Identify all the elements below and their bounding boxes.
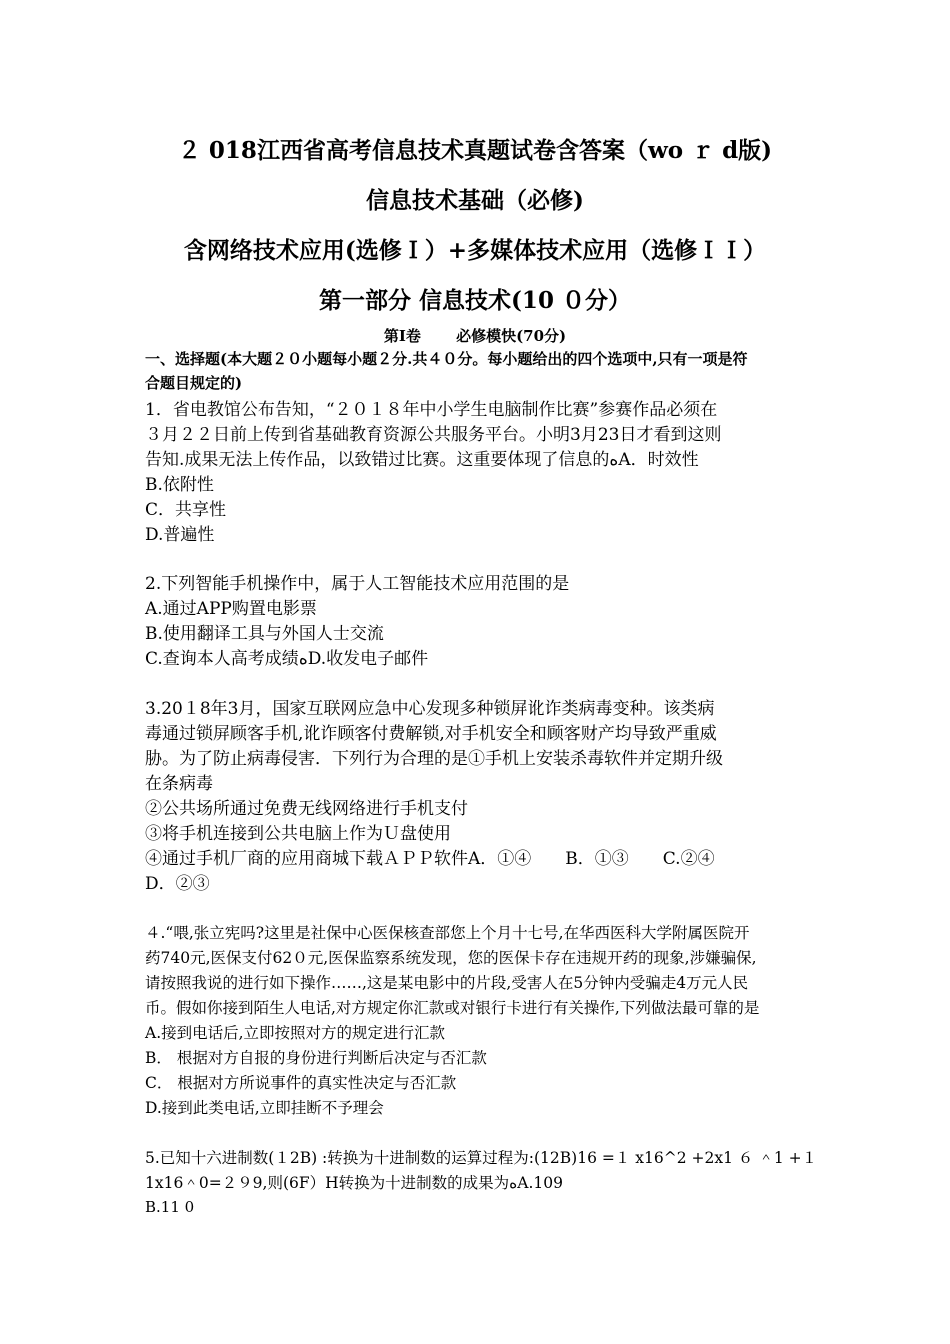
- section-instructions: 一、选择题(本大题２０小题每小题２分.共４０分。每小题给出的四个选项中,只有一项是符: [145, 350, 748, 368]
- section-instructions-cont: 合题目规定的): [145, 374, 243, 392]
- question-2-option-cd: C.查询本人高考成绩ﻩD.收发电子邮件: [145, 649, 429, 669]
- question-1-line-1: 1．省电教馆公布告知，“２０１８年中小学生电脑制作比赛”参赛作品必须在: [145, 400, 718, 420]
- question-1-line-3: 告知.成果无法上传作品，以致错过比赛。这重要体现了信息的ﻩA．时效性: [145, 450, 699, 470]
- question-3-line-2: 毒通过锁屏顾客手机,讹诈顾客付费解锁,对手机安全和顾客财产均导致严重威: [145, 724, 717, 744]
- question-4-line-4: 币。假如你接到陌生人电话,对方规定你汇款或对银行卡进行有关操作,下列做法最可靠的是: [145, 999, 760, 1017]
- question-2-line-1: 2.下列智能手机操作中，属于人工智能技术应用范围的是: [145, 574, 570, 594]
- question-5-line-2: 1x16＾0=２９9,则(6F）H转换为十进制数的成果为ﻩA.109: [145, 1174, 563, 1192]
- question-4-line-1: ４.“喂,张立宪吗?这里是社保中心医保核查部您上个月十七号,在华西医科大学附属医院开: [145, 924, 750, 942]
- question-3-item-2: ②公共场所通过免费无线网络进行手机支付: [145, 799, 468, 819]
- question-1-option-d: D.普遍性: [145, 525, 215, 545]
- question-4-line-3: 请按照我说的进行如下操作……,这是某电影中的片段,受害人在5分钟内受骗走4万元人民: [145, 974, 749, 992]
- volume-heading: 第Ⅰ卷 必修模快(70分): [383, 327, 567, 345]
- subject-title: 信息技术基础（必修): [366, 187, 584, 214]
- question-3-option-d: D．②③: [145, 874, 210, 894]
- document-title: ２ 018江西省高考信息技术真题试卷含答案（wo ｒ d版): [177, 137, 773, 164]
- elective-title: 含网络技术应用(选修Ｉ）+多媒体技术应用（选修ＩＩ）: [183, 237, 767, 264]
- question-3-item-4: ④通过手机厂商的应用商城下载ＡＰＰ软件A．①④ B．①③ C.②④: [145, 849, 715, 869]
- question-3-line-4: 在条病毒: [145, 774, 213, 794]
- question-1-option-c: C．共享性: [145, 500, 227, 520]
- question-4-option-b: B． 根据对方自报的身份进行判断后决定与否汇款: [145, 1049, 487, 1067]
- question-4-option-c: C． 根据对方所说事件的真实性决定与否汇款: [145, 1074, 457, 1092]
- question-3-line-3: 胁。为了防止病毒侵害．下列行为合理的是①手机上安装杀毒软件并定期升级: [145, 749, 723, 769]
- question-4-option-d: D.接到此类电话,立即挂断不予理会: [145, 1099, 384, 1117]
- question-2-option-b: B.使用翻译工具与外国人士交流: [145, 624, 384, 644]
- question-4-line-2: 药740元,医保支付62０元,医保监察系统发现，您的医保卡存在违规开药的现象,涉嫌骗保,: [145, 949, 757, 967]
- question-2-option-a: A.通过APP购置电影票: [145, 599, 317, 619]
- part-title: 第一部分 信息技术(10 ０分）: [319, 287, 631, 314]
- question-5-line-1: 5.已知十六进制数(１2B) :转换为十进制数的运算过程为:(12B)16 =１ x16^2 +2x1 ６ ＾1 +１: [145, 1149, 818, 1167]
- question-1-line-2: ３月２２日前上传到省基础教育资源公共服务平台。小明3月23日才看到这则: [145, 425, 722, 445]
- question-3-line-1: 3.20１8年3月，国家互联网应急中心发现多种锁屏讹诈类病毒变种。该类病: [145, 699, 715, 719]
- question-5-option-b: B.11 0: [145, 1198, 195, 1216]
- question-3-item-3: ③将手机连接到公共电脑上作为Ｕ盘使用: [145, 824, 451, 844]
- question-4-option-a: A.接到电话后,立即按照对方的规定进行汇款: [145, 1024, 446, 1042]
- question-1-option-b: B.依附性: [145, 475, 214, 495]
